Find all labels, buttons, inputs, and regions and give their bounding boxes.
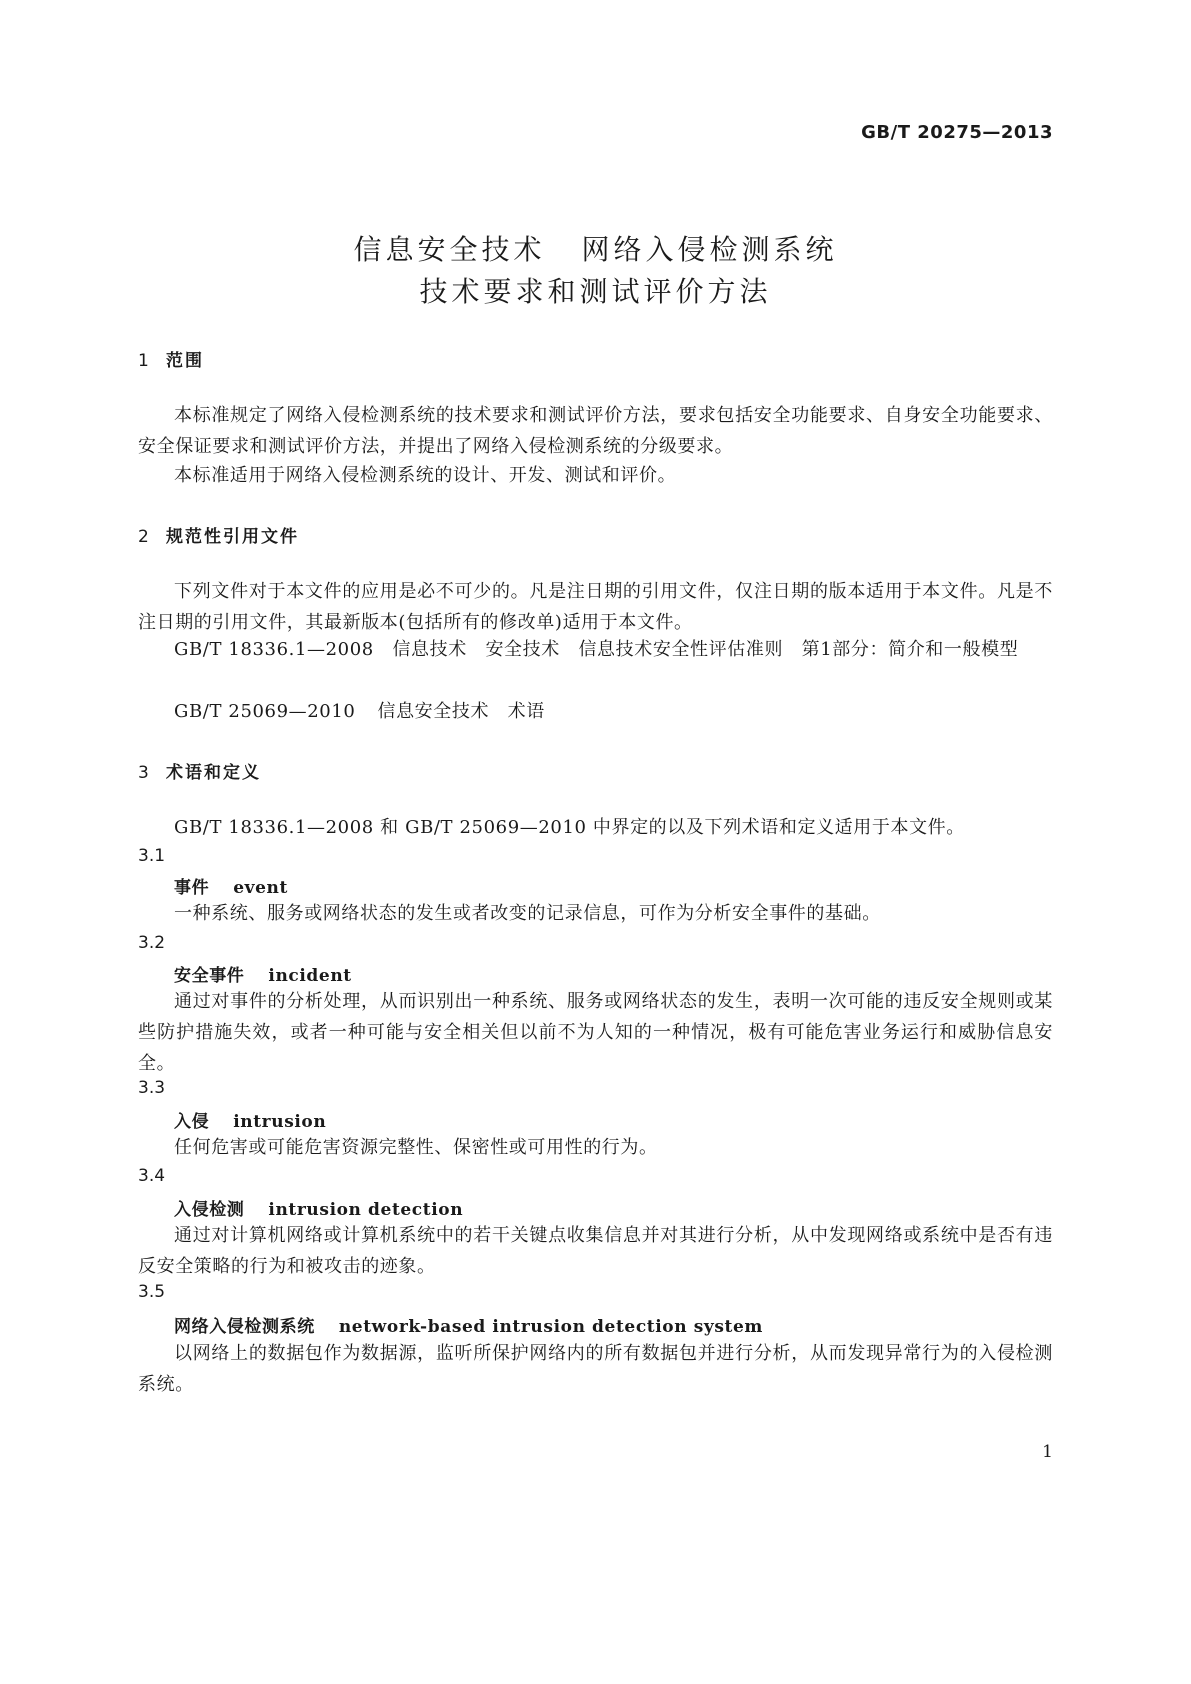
page-number: 1 xyxy=(1042,1442,1053,1462)
section-3-heading xyxy=(138,758,261,783)
section-3-intro: GB/T 18336.1—2008 和 GB/T 25069—2010 中界定的以及下列术语和定义适用于本文件。 xyxy=(174,817,965,838)
title-part1: 信息安全技术 xyxy=(353,233,546,266)
reference-code: GB/T 25069—2010 xyxy=(174,701,356,722)
section-2-paragraph-1: 下列文件对于本文件的应用是必不可少的。凡是注日期的引用文件，仅注日期的版本适用于本文件。凡是不注日期的引用文件，其最新版本(包括所有的修改单)适用于本文件。 xyxy=(138,581,1053,633)
term-heading xyxy=(174,1195,463,1220)
term-number: 3.1 xyxy=(138,846,166,866)
term-definition: 通过对计算机网络或计算机系统中的若干关键点收集信息并对其进行分析，从中发现网络或系统中是否有违反安全策略的行为和被攻击的迹象。 xyxy=(138,1225,1053,1277)
term-zh: 入侵检测 xyxy=(174,1200,245,1220)
title-part2: 网络入侵检测系统 xyxy=(581,233,838,266)
reference-2 xyxy=(174,697,545,723)
term-en: event xyxy=(233,878,288,898)
document-title-line2: 技术要求和测试评价方法 xyxy=(419,275,772,308)
section-1-paragraph-1: 本标准规定了网络入侵检测系统的技术要求和测试评价方法，要求包括安全功能要求、自身安全功能要求、安全保证要求和测试评价方法，并提出了网络入侵检测系统的分级要求。 xyxy=(138,405,1053,457)
reference-title: 信息安全技术 术语 xyxy=(377,701,545,722)
term-zh: 入侵 xyxy=(174,1112,210,1132)
term-en: intrusion detection xyxy=(268,1200,464,1220)
standard-code: GB/T 20275—2013 xyxy=(861,122,1053,143)
reference-title: 信息技术 安全技术 信息技术安全性评估准则 第1部分：简介和一般模型 xyxy=(392,639,1019,660)
term-number: 3.3 xyxy=(138,1078,166,1098)
document-title-line1 xyxy=(0,228,1191,268)
term-definition: 通过对事件的分析处理，从而识别出一种系统、服务或网络状态的发生，表明一次可能的违反安全规则或某些防护措施失效，或者一种可能与安全相关但以前不为人知的一种情况，极有可能危害业务运行和威胁信息安全。 xyxy=(138,991,1053,1074)
term-number: 3.4 xyxy=(138,1166,166,1186)
term-heading xyxy=(174,873,288,898)
term-en: network-based intrusion detection system xyxy=(338,1317,763,1337)
section-title: 规范性引用文件 xyxy=(166,527,299,547)
section-1-paragraph-2: 本标准适用于网络入侵检测系统的设计、开发、测试和评价。 xyxy=(174,465,677,486)
term-definition: 一种系统、服务或网络状态的发生或者改变的记录信息，可作为分析安全事件的基础。 xyxy=(174,903,881,924)
reference-1 xyxy=(138,634,1053,665)
term-number: 3.5 xyxy=(138,1282,166,1302)
section-number: 1 xyxy=(138,351,151,371)
term-en: intrusion xyxy=(233,1112,327,1132)
term-heading xyxy=(174,1312,763,1337)
section-number: 2 xyxy=(138,527,151,547)
reference-code: GB/T 18336.1—2008 xyxy=(174,639,374,660)
section-title: 术语和定义 xyxy=(166,763,261,783)
section-2-heading xyxy=(138,522,299,547)
term-en: incident xyxy=(268,966,352,986)
term-zh: 网络入侵检测系统 xyxy=(174,1317,315,1337)
term-definition: 以网络上的数据包作为数据源，监听所保护网络内的所有数据包并进行分析，从而发现异常行为的入侵检测系统。 xyxy=(138,1343,1053,1395)
section-title: 范围 xyxy=(166,351,204,371)
term-zh: 安全事件 xyxy=(174,966,245,986)
section-number: 3 xyxy=(138,763,151,783)
term-definition: 任何危害或可能危害资源完整性、保密性或可用性的行为。 xyxy=(174,1137,658,1158)
term-heading xyxy=(174,1107,326,1132)
section-1-heading xyxy=(138,346,204,371)
term-heading xyxy=(174,961,352,986)
term-zh: 事件 xyxy=(174,878,210,898)
term-number: 3.2 xyxy=(138,933,166,953)
